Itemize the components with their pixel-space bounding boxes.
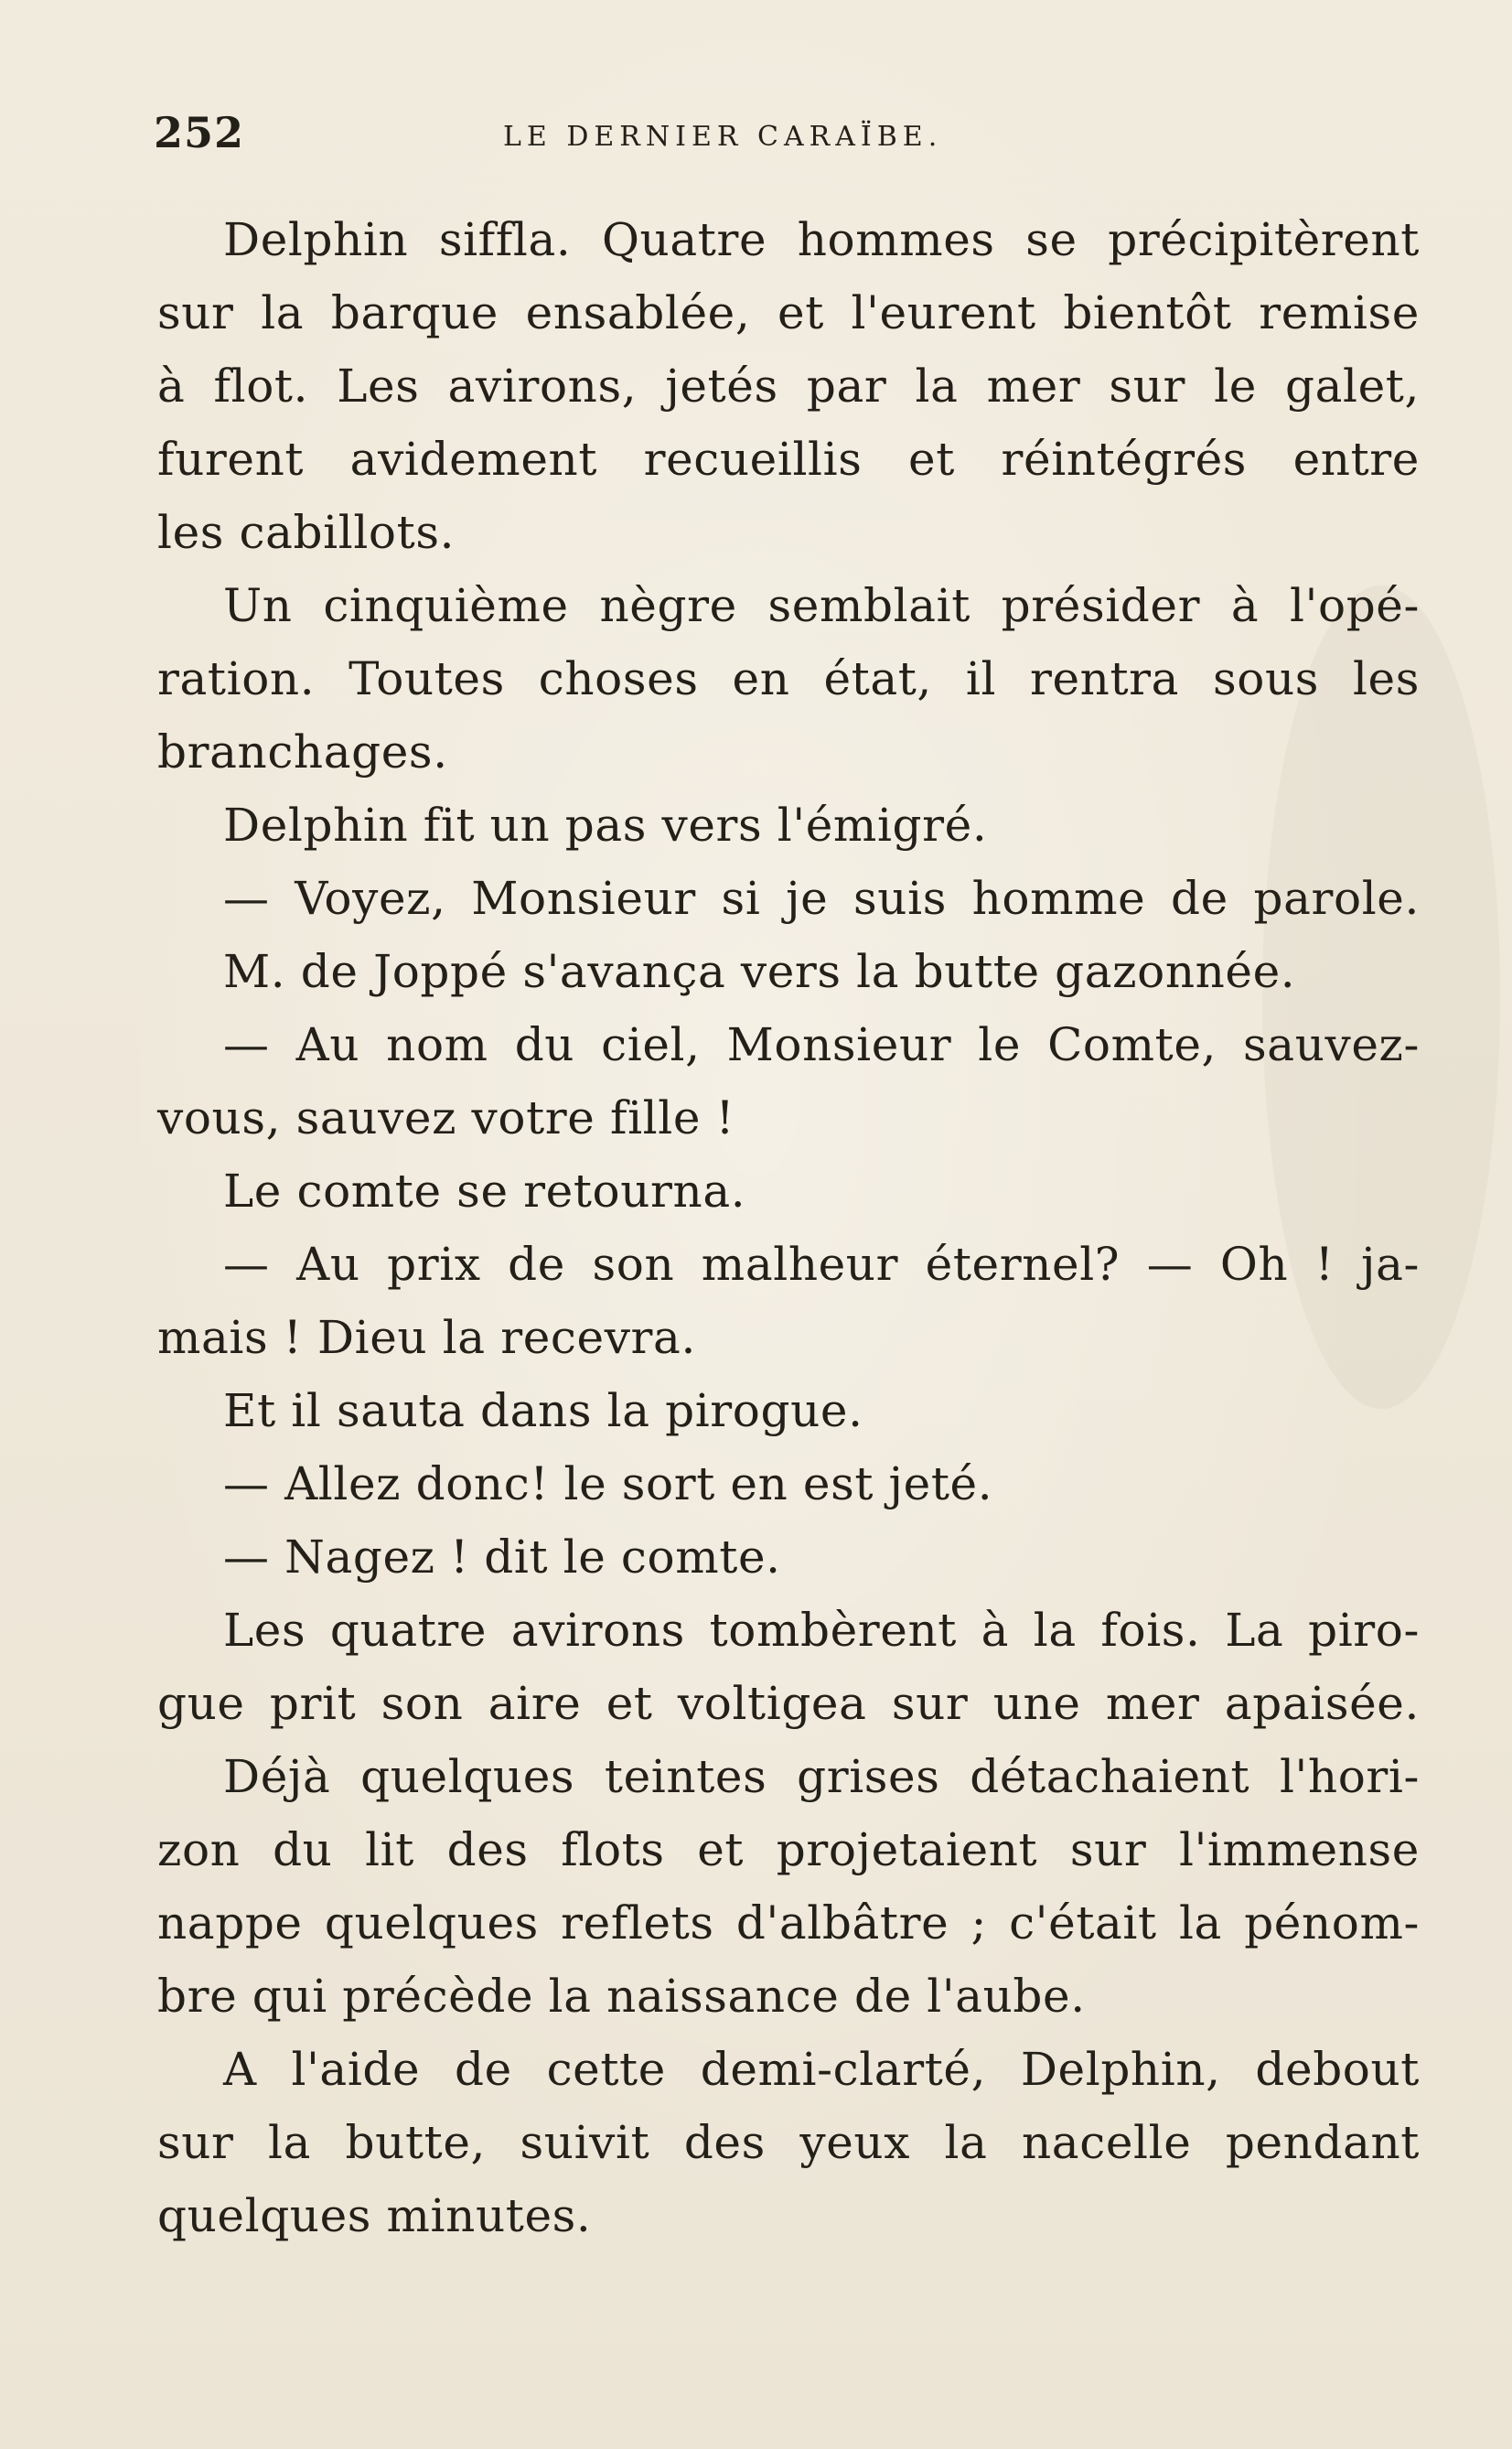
text-line: M. de Joppé s'avança vers la butte gazonnée. [223,945,1296,998]
running-title: LE DERNIER CARAÏBE. [503,121,943,153]
text-line: — Voyez, Monsieur si je suis homme de parole. [223,872,1420,925]
text-line: branchages. [157,725,448,779]
text-line: bre qui précède la naissance de l'aube. [157,1970,1086,2023]
text-line: sur la butte, suivit des yeux la nacelle pendant [157,2116,1420,2169]
text-line: Delphin siffla. Quatre hommes se précipitèrent [223,213,1420,266]
text-line: nappe quelques reflets d'albâtre ; c'était la pénom- [157,1896,1420,1950]
text-line: Delphin fit un pas vers l'émigré. [223,799,988,852]
page-header [154,108,1361,172]
text-line: ration. Toutes choses en état, il rentra sous les [157,652,1420,705]
text-line: à flot. Les avirons, jetés par la mer sur le galet, [157,360,1420,413]
text-line: — Au prix de son malheur éternel? — Oh ! ja- [223,1238,1420,1291]
text-line: Les quatre avirons tombèrent à la fois. La piro- [223,1604,1420,1657]
text-line: furent avidement recueillis et réintégrés entre [157,433,1420,486]
text-line: zon du lit des flots et projetaient sur l'immense [157,1823,1420,1876]
text-line: — Au nom du ciel, Monsieur le Comte, sauvez- [223,1018,1420,1071]
text-line: sur la barque ensablée, et l'eurent bientôt remise [157,286,1420,339]
page-number: 252 [154,108,245,157]
text-line: Le comte se retourna. [223,1165,746,1218]
text-line: gue prit son aire et voltigea sur une mer apaisée. [157,1677,1420,1730]
text-line: A l'aide de cette demi-clarté, Delphin, debout [223,2043,1420,2096]
text-line: Et il sauta dans la pirogue. [223,1384,863,1437]
text-line: Un cinquième nègre semblait présider à l'opé- [223,579,1420,632]
text-line: mais ! Dieu la recevra. [157,1311,696,1364]
text-line: les cabillots. [157,506,456,559]
text-line: quelques minutes. [157,2189,592,2242]
text-line: — Nagez ! dit le comte. [223,1531,781,1584]
text-line: Déjà quelques teintes grises détachaient l'hori- [223,1750,1420,1803]
body-text [157,203,1420,2252]
text-line: vous, sauvez votre fille ! [157,1091,735,1144]
text-line: — Allez donc! le sort en est jeté. [223,1457,993,1510]
